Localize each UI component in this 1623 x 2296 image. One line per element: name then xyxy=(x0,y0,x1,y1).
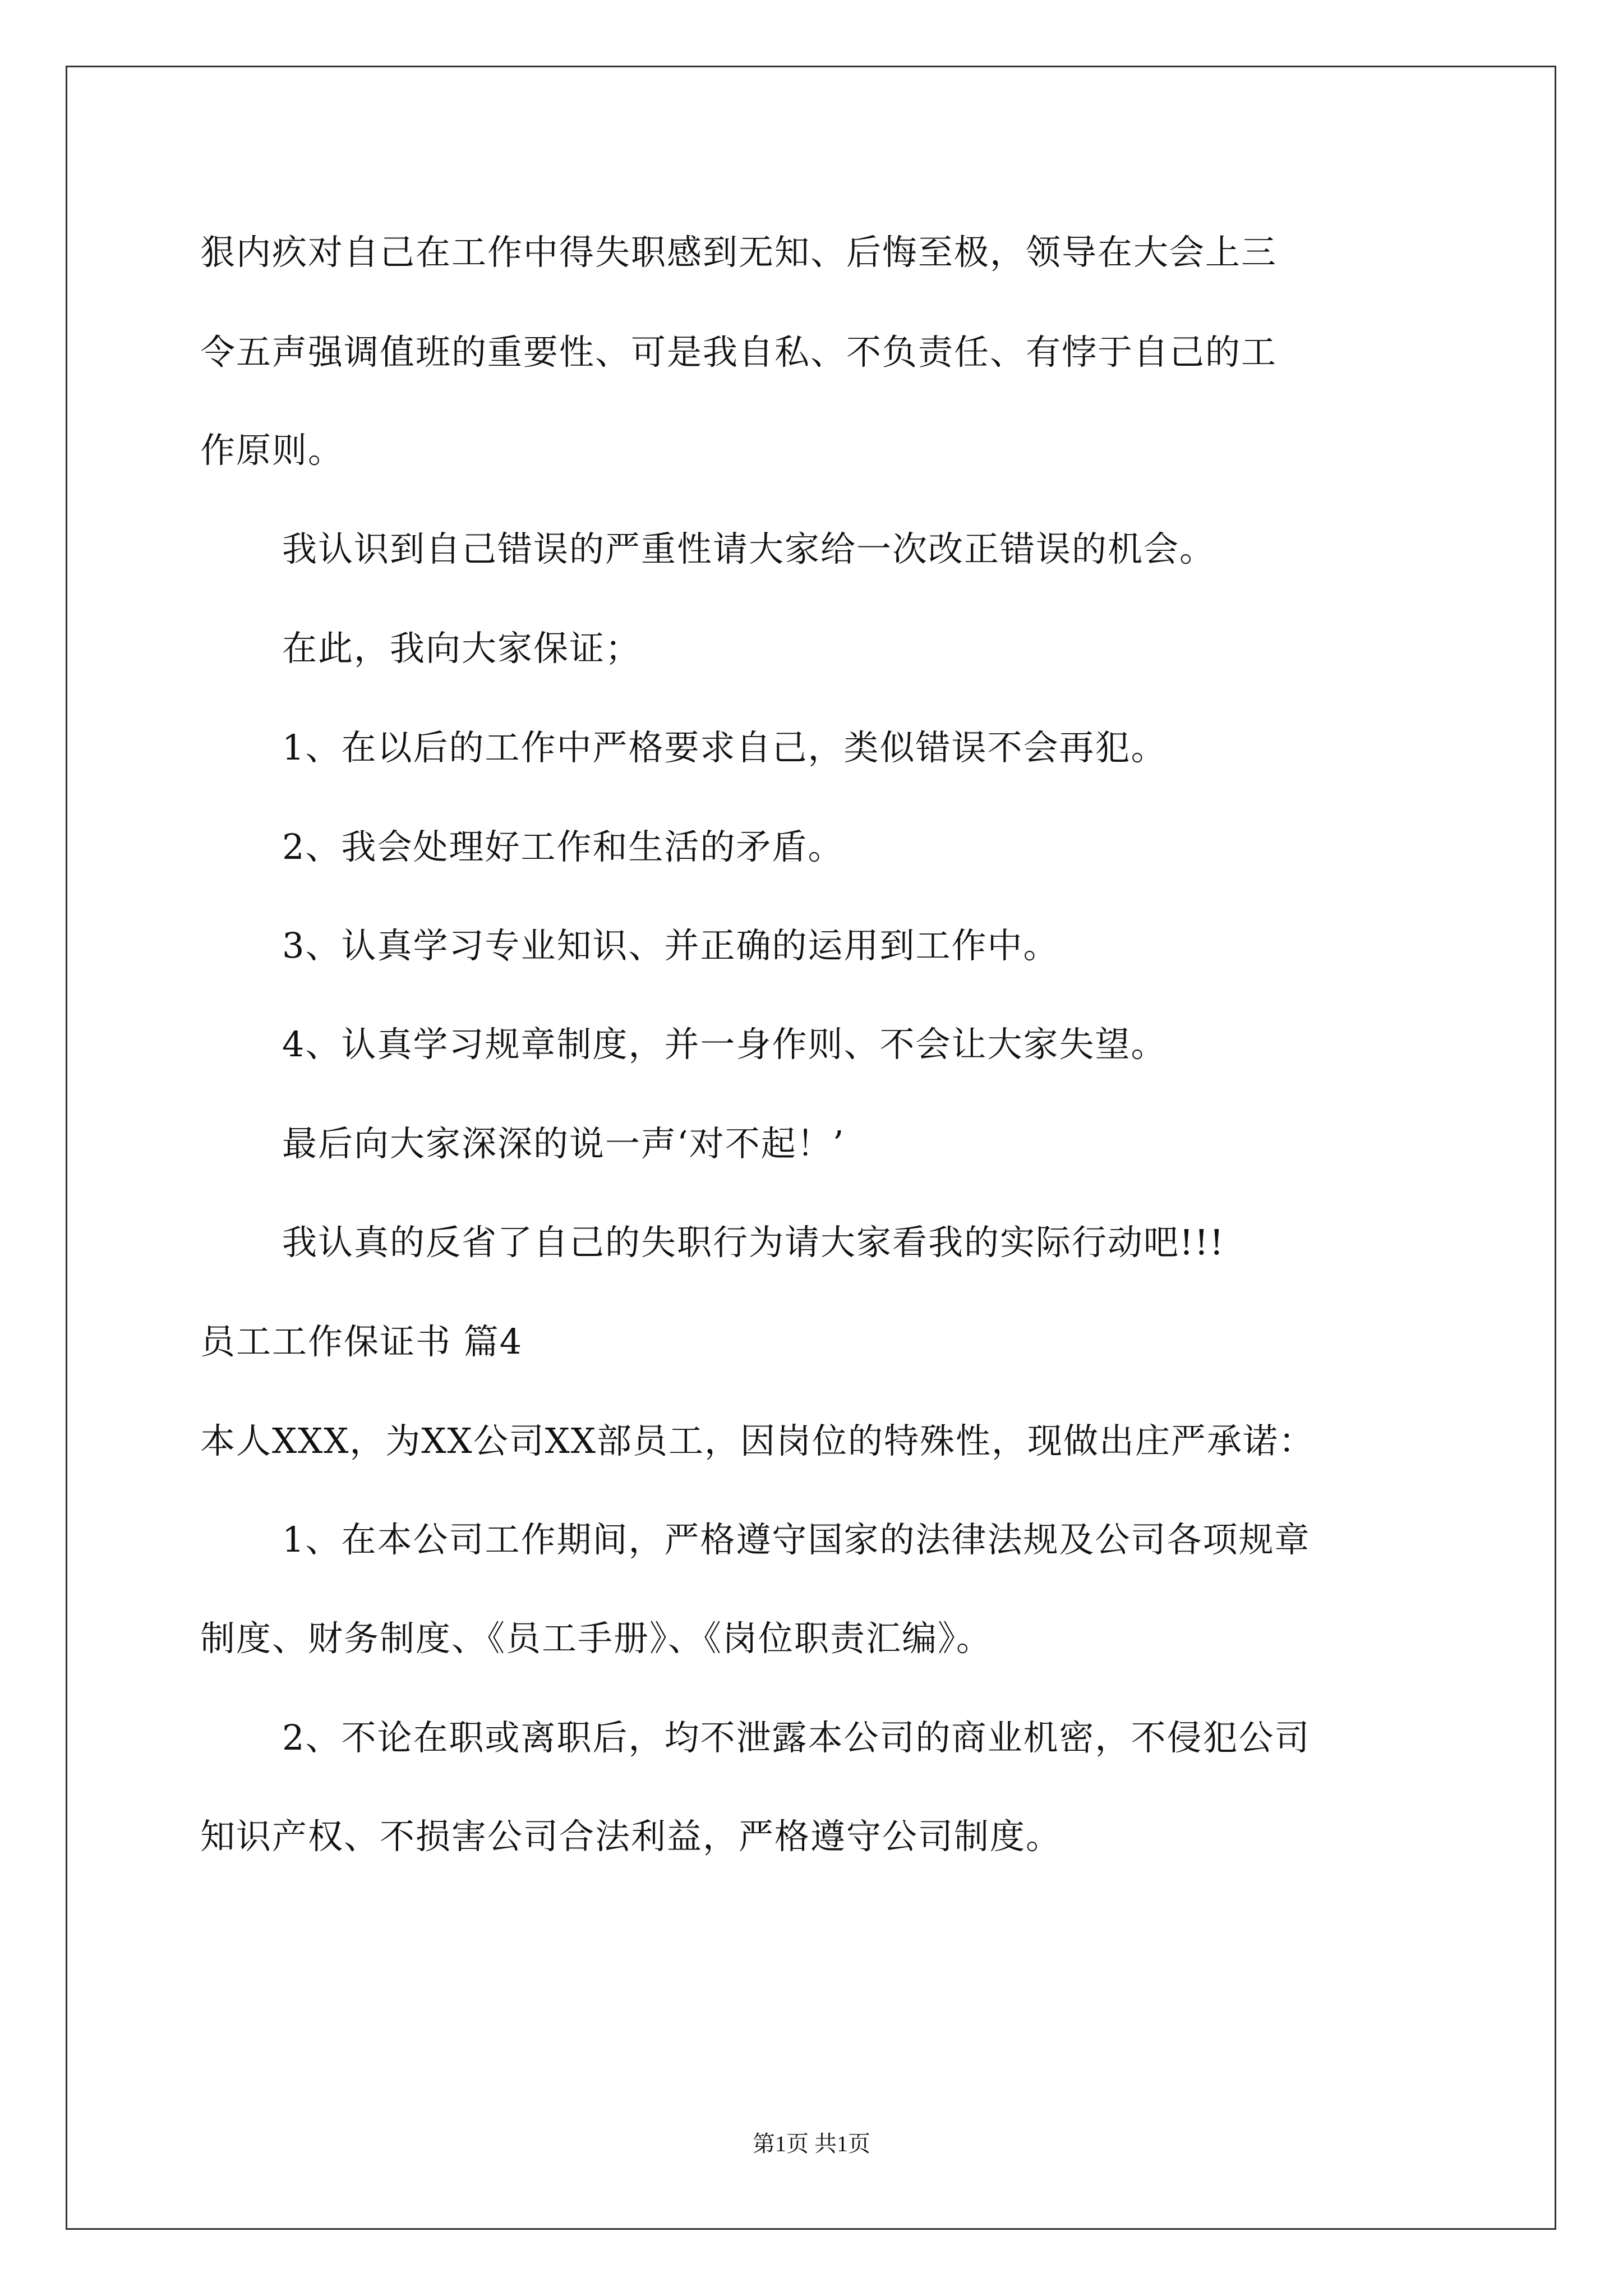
text-line: 最后向大家深深的说一声‘对不起！’ xyxy=(282,1123,845,1164)
text-line: 我认识到自己错误的严重性请大家给一次改正错误的机会。 xyxy=(282,528,1216,569)
list-item: 2、我会处理好工作和生活的矛盾。 xyxy=(282,826,844,867)
list-item: 2、不论在职或离职后，均不泄露本公司的商业机密，不侵犯公司 xyxy=(282,1717,1311,1758)
list-item: 1、在以后的工作中严格要求自己，类似错误不会再犯。 xyxy=(282,727,1167,768)
section-heading: 员工工作保证书 篇4 xyxy=(200,1321,523,1362)
text-line: 作原则。 xyxy=(200,430,344,471)
text-line: 本人XXX，为XX公司XX部员工，因岗位的特殊性，现做出庄严承诺： xyxy=(200,1420,1315,1461)
list-item: 1、在本公司工作期间，严格遵守国家的法律法规及公司各项规章 xyxy=(282,1519,1311,1560)
list-item: 3、认真学习专业知识、并正确的运用到工作中。 xyxy=(282,925,1059,966)
text-line: 我认真的反省了自己的失职行为请大家看我的实际行动吧!!! xyxy=(282,1222,1225,1263)
text-line: 令五声强调值班的重要性、可是我自私、不负责任、有悖于自己的工 xyxy=(200,332,1278,372)
text-line: 知识产权、不损害公司合法利益，严格遵守公司制度。 xyxy=(200,1816,1062,1857)
page-number-footer: 第1页 共1页 xyxy=(753,2131,870,2156)
text-line: 制度、财务制度、《员工手册》、《岗位职责汇编》。 xyxy=(200,1618,993,1659)
text-line: 狠内疚对自己在工作中得失职感到无知、后悔至极，领导在大会上三 xyxy=(200,232,1278,273)
list-item: 4、认真学习规章制度，并一身作则、不会让大家失望。 xyxy=(282,1024,1167,1065)
text-line: 在此，我向大家保证； xyxy=(282,628,642,669)
